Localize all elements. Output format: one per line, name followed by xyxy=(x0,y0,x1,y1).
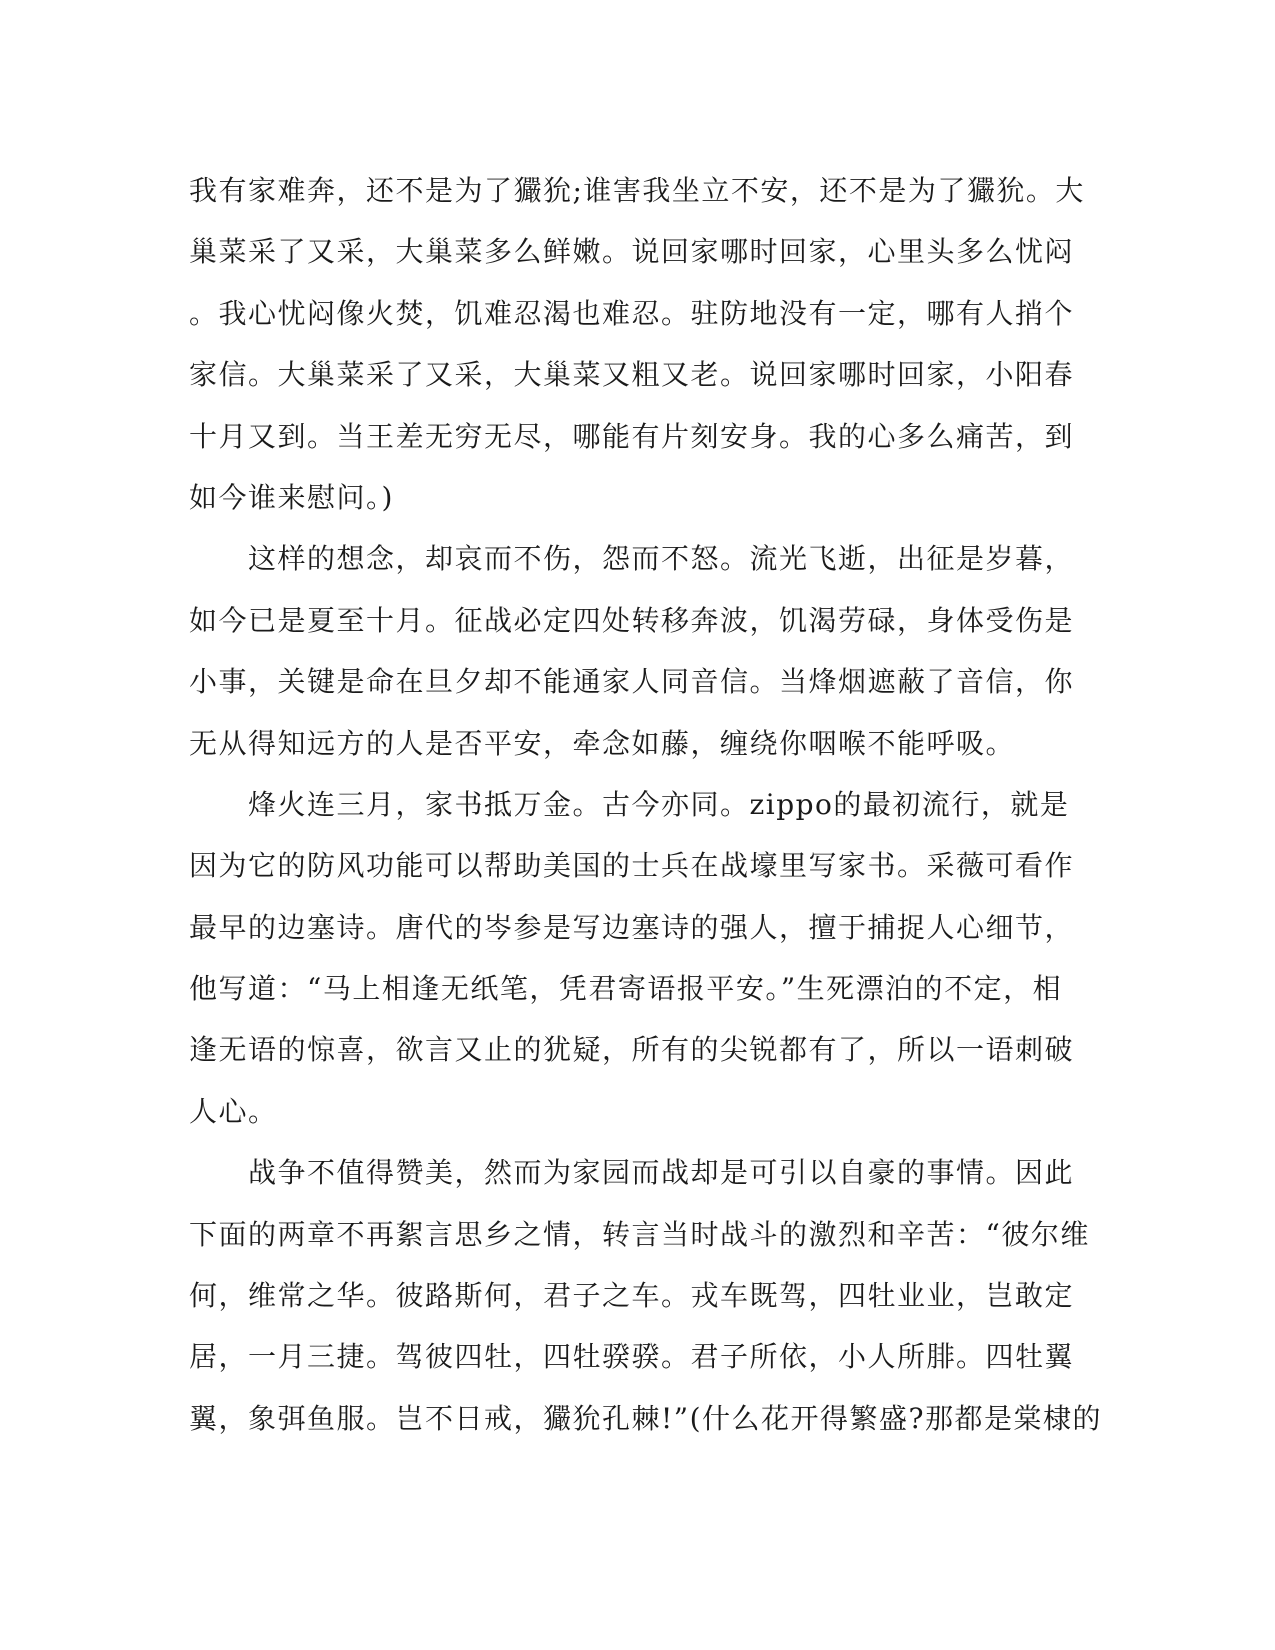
text-line: 下面的两章不再絮言思乡之情，转言当时战斗的激烈和辛苦：“彼尔维 xyxy=(189,1217,1090,1251)
text-line: 居，一月三捷。驾彼四牡，四牡骙骙。君子所依，小人所腓。四牡翼 xyxy=(189,1340,1075,1374)
text-line: 最早的边塞诗。唐代的岑参是写边塞诗的强人，擅于捕捉人心细节， xyxy=(189,910,1075,944)
text-line: 翼，象弭鱼服。岂不日戒，玁狁孔棘!”(什么花开得繁盛?那都是棠棣的 xyxy=(189,1401,1103,1435)
text-line: 逢无语的惊喜，欲言又止的犹疑，所有的尖锐都有了，所以一语刺破 xyxy=(189,1033,1075,1067)
text-line: 他写道：“马上相逢无纸笔，凭君寄语报平安。”生死漂泊的不定，相 xyxy=(189,972,1063,1006)
text-line: 因为它的防风功能可以帮助美国的士兵在战壕里写家书。采薇可看作 xyxy=(189,849,1075,883)
text-line: 如今谁来慰问。) xyxy=(189,480,394,514)
text-line: 烽火连三月，家书抵万金。古今亦同。zippo的最初流行，就是 xyxy=(189,787,1070,821)
text-line: 战争不值得赞美，然而为家园而战却是可引以自豪的事情。因此 xyxy=(189,1156,1075,1190)
text-line: 小事，关键是命在旦夕却不能通家人同音信。当烽烟遮蔽了音信，你 xyxy=(189,665,1075,699)
text-line: 何，维常之华。彼路斯何，君子之车。戎车既驾，四牡业业，岂敢定 xyxy=(189,1279,1075,1313)
text-line: 家信。大巢菜采了又采，大巢菜又粗又老。说回家哪时回家，小阳春 xyxy=(189,358,1075,392)
text-line: 十月又到。当王差无穷无尽，哪能有片刻安身。我的心多么痛苦，到 xyxy=(189,419,1075,453)
text-line: 这样的想念，却哀而不伤，怨而不怒。流光飞逝，出征是岁暮， xyxy=(189,542,1075,576)
text-line: 人心。 xyxy=(189,1094,278,1128)
text-line: 。我心忧闷像火焚，饥难忍渴也难忍。驻防地没有一定，哪有人捎个 xyxy=(189,296,1075,330)
text-line: 我有家难奔，还不是为了玁狁;谁害我坐立不安，还不是为了玁狁。大 xyxy=(189,174,1085,207)
text-line: 无从得知远方的人是否平安，牵念如藤，缠绕你咽喉不能呼吸。 xyxy=(189,726,1016,760)
text-line: 如今已是夏至十月。征战必定四处转移奔波，饥渴劳碌，身体受伤是 xyxy=(189,603,1075,637)
text-line: 巢菜采了又采，大巢菜多么鲜嫩。说回家哪时回家，心里头多么忧闷 xyxy=(189,235,1075,269)
document-body xyxy=(189,160,1103,1449)
